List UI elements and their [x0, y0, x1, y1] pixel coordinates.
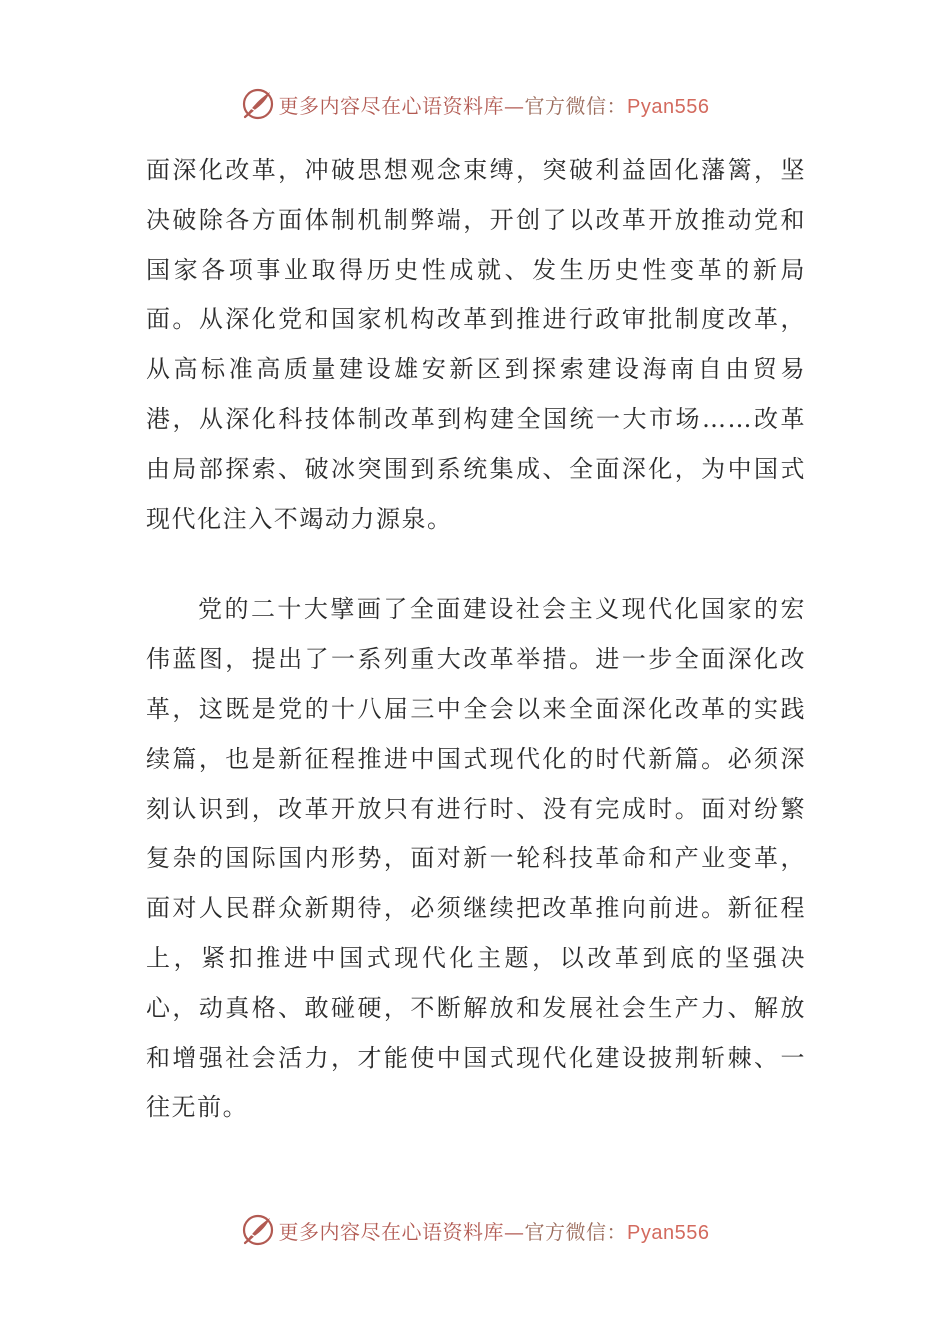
banner-text — [279, 90, 710, 119]
banner-wechat-id: Pyan556 — [627, 1221, 710, 1244]
banner-text — [279, 1216, 710, 1245]
banner-wechat-id: Pyan556 — [627, 95, 710, 118]
banner-separator: — — [504, 93, 525, 118]
banner-separator: — — [504, 1219, 525, 1244]
banner-wechat-label: 官方微信： — [524, 93, 628, 118]
document-body — [146, 146, 806, 1133]
header-banner — [0, 82, 950, 126]
paragraph-continuation: 面深化改革，冲破思想观念束缚，突破利益固化藩篱，坚决破除各方面体制机制弊端，开创了以改革开放推动党和国家各项事业取得历史性成就、发生历史性变革的新局面。从深化党和国家机构改革到推进行政审批制度改革，从高标准高质量建设雄安新区到探索建设海南自由贸易港，从深化科技体制改革到构建全国统一大市场……改革由局部探索、破冰突围到系统集成、全面深化，为中国式现代化注入不竭动力源泉。 — [146, 156, 806, 533]
quill-pen-logo-icon — [241, 87, 275, 121]
footer-banner — [0, 1208, 950, 1252]
paragraph: 党的二十大擘画了全面建设社会主义现代化国家的宏伟蓝图，提出了一系列重大改革举措。进一步全面深化改革，这既是党的十八届三中全会以来全面深化改革的实践续篇，也是新征程推进中国式现代化的时代新篇。必须深刻认识到，改革开放只有进行时、没有完成时。面对纷繁复杂的国际国内形势，面对新一轮科技革命和产业变革，面对人民群众新期待，必须继续把改革推向前进。新征程上，紧扣推进中国式现代化主题，以改革到底的坚强决心，动真格、敢碰硬，不断解放和发展社会生产力、解放和增强社会活力，才能使中国式现代化建设披荆斩棘、一往无前。 — [146, 595, 806, 1122]
banner-wechat-label: 官方微信： — [524, 1219, 628, 1244]
quill-pen-logo-icon — [241, 1213, 275, 1247]
banner-brand: 更多内容尽在心语资料库 — [278, 93, 505, 118]
paragraph-spacer — [146, 544, 806, 585]
banner-brand: 更多内容尽在心语资料库 — [278, 1219, 505, 1244]
